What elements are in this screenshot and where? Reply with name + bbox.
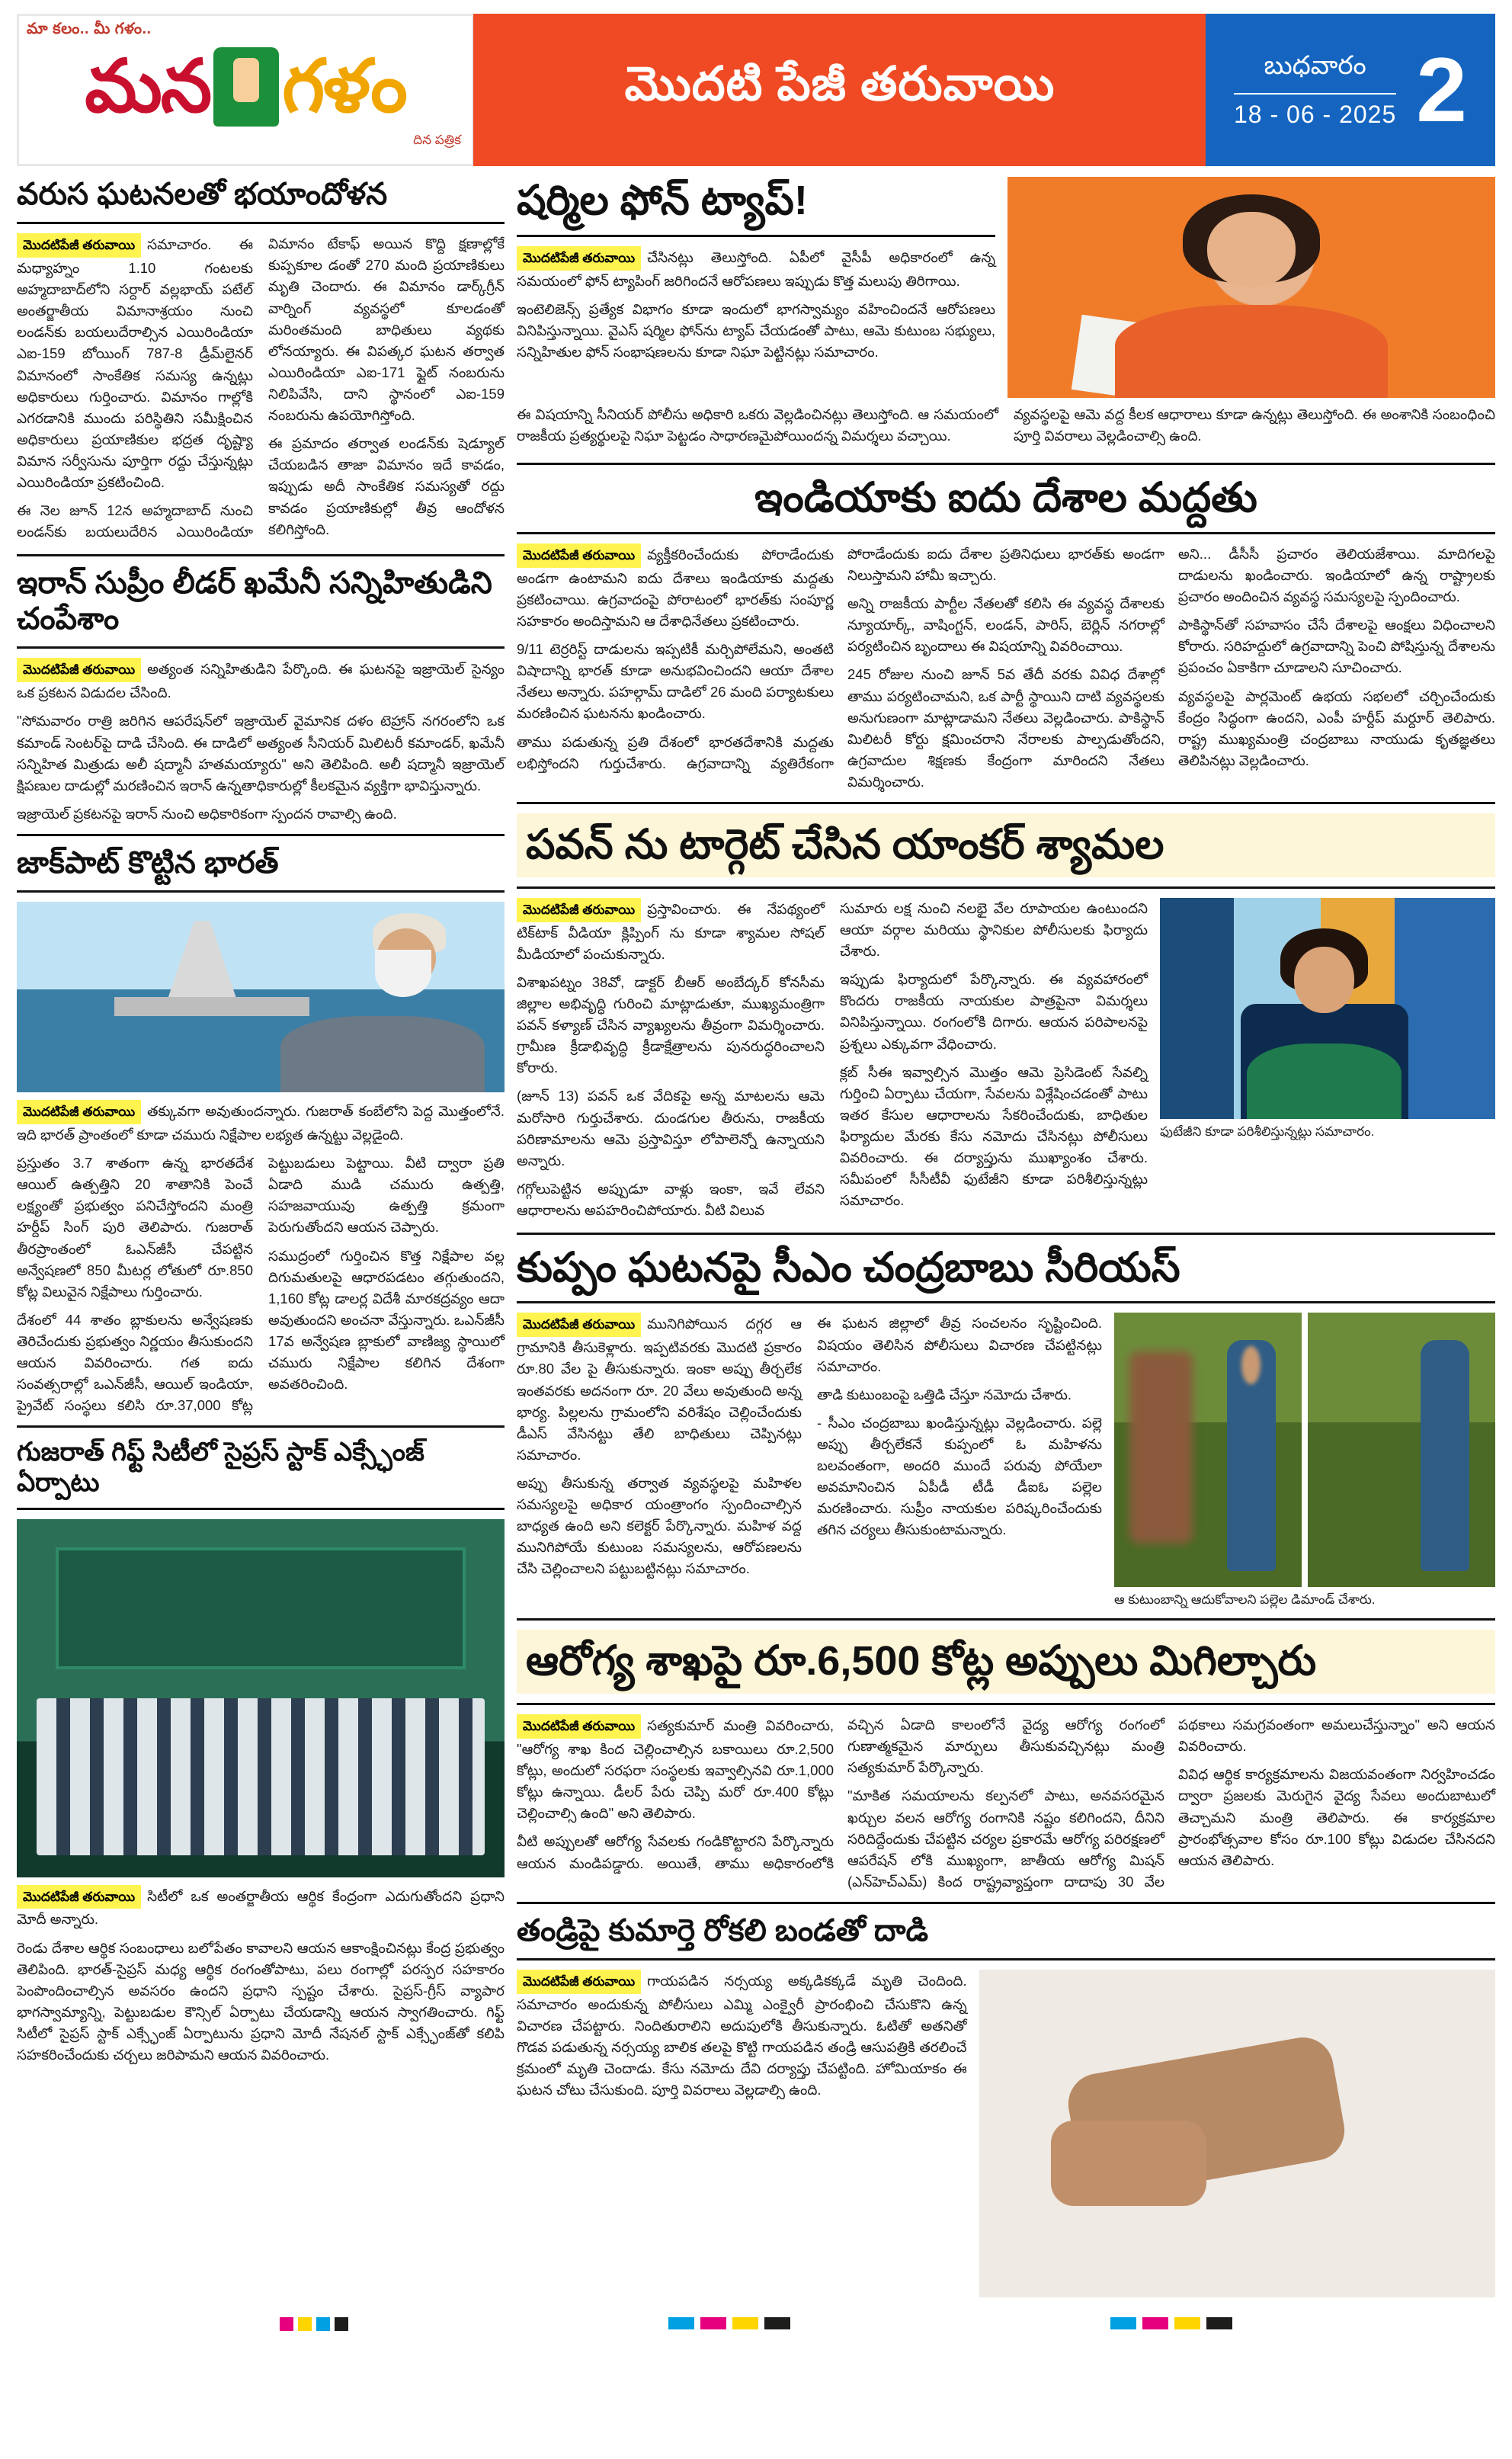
paragraph: సిటీలో ఒక అంతర్జాతీయ ఆర్థిక కేంద్రంగా ఎదుగుతోందని ప్రధాని మోదీ అన్నారు. <box>17 1887 505 1928</box>
paragraph: తక్కువగా అవుతుందన్నారు. గుజరాత్ కంబేలోని పెద్ద మొత్తంలోనే. ఇది భారత్ ప్రాంతంలో కూడా చమురు నిక్షేపాల లభ్యత ఉన్నట్టు వెల్లడైంది. <box>17 1103 505 1143</box>
gift-city-photo <box>17 1519 505 1877</box>
paragraph: 245 రోజుల నుంచి జూన్ 5వ తేదీ వరకు వివిధ దేశాల్లో తాము పర్యటించామని, ఒక పార్టీ స్థాయిని దాటి వ్యవస్థలకు అనుగుణంగా మాట్లాడామని నేతలు వెల్లడించారు. పాకిస్థాన్ మిలిటరీ కోర్టు క్షమించరాని నేరాలకు పాల్పడుతోందని, ఉగ్రవాదుల శిక్షణకు కేంద్రంగా మారిందని నేతలు విమర్శించారు. <box>847 666 1164 790</box>
person-shape <box>1421 1340 1469 1570</box>
kuppam-photo-strip <box>1114 1313 1495 1587</box>
delegates-row <box>37 1698 485 1856</box>
continued-tag: మొదటిపేజీ తరువాయి <box>17 1100 141 1124</box>
hand-shape <box>1051 2121 1206 2206</box>
paragraph: దేశంలో 44 శాతం బ్లాకులను అన్వేషణకు తెరిచేందుకు ప్రభుత్వం నిర్ణయం తీసుకుందని ఆయన వివరించారు. గత ఐదు సంవత్సరాల్లో ఒఎన్‌జీసీ, ఆయిల్ ఇండియా, ప్రైవేట్ సంస్థలు కలిసి రూ.37,000 కోట్ల పెట్టుబడులు పెట్టాయి. వీటి ద్వారా ప్రతి ఏడాది ముడి చమురు ఉత్పత్తి, సహజవాయువు ఉత్పత్తి క్రమంగా పెరుగుతోందని ఆయన చెప్పారు. <box>17 1155 505 1414</box>
continued-tag: మొదటిపేజీ తరువాయి <box>517 1970 641 1994</box>
article-iran-headline: ఇరాన్ సుప్రీం లీడర్ ఖమేనీ సన్నిహితుడిని చంపేశాం <box>17 566 492 636</box>
article-flight-headline: వరుస ఘటనలతో భయాందోళన <box>17 178 388 211</box>
paragraph: అత్యంత సన్నిహితుడిని పేర్కొంది. ఈ ఘటనపై ఇజ్రాయెల్ సైన్యం ఒక ప్రకటన విడుదల చేసింది. <box>17 661 505 701</box>
cyan-dot <box>668 2317 694 2329</box>
divider <box>517 1958 1495 1960</box>
article-gift-city-body <box>17 1885 505 2066</box>
paragraph: మునిగిపోయిన దగ్గర ఆ గ్రామానికి తీసుకెళ్లారు. ఇప్పటివరకు మొదటి ప్రకారం రూ.80 వేల పై తీసుకున్నారు. ఇంకా అప్పు తీర్చలేక ఇంతవరకు అదనంగా రూ. 20 వేలు అవుతుంది అన్న భార్య. పిల్లలను గ్రామంలోని వరిశేషం చెల్లించేందుకు డీఎస్ వేసినట్టు తేలి బాధితులు చెప్పినట్లు సమాచారం. <box>517 1316 802 1463</box>
article-jackpot-body-cols <box>17 1153 505 1416</box>
black-dot <box>1206 2317 1232 2329</box>
divider <box>517 1703 1495 1705</box>
paragraph: ఇప్పుడు ఫిర్యాదులో పేర్కొన్నారు. ఈ వ్యవహారంలో కొందరు రాజకీయ నాయకుల పాత్రపైనా విమర్శలు వినిపిస్తున్నాయి. రంగంలోకి దిగారు. ఆయన పరిపాలనపై ప్రశ్నలు ఎక్కువగా వేధించారు. <box>840 971 1148 1052</box>
kuppam-photo-1 <box>1114 1313 1302 1587</box>
anchor-photo <box>1160 898 1495 1119</box>
paragraph: గగ్గోలుపెట్టిన అప్పుడూ వాళ్లు ఇంకా, ఇవే లేవని ఆధారాలను అపహరించిపోయారు. వీటి విలువ <box>517 1180 825 1218</box>
article-gift-city <box>17 1437 505 2066</box>
continued-tag: మొదటిపేజీ తరువాయి <box>17 233 141 258</box>
article-health-headline: ఆరోగ్య శాఖపై రూ.6,500 కోట్ల అప్పులు మిగిల్చారు <box>526 1638 1317 1685</box>
article-india-support <box>517 474 1495 793</box>
article-health <box>517 1630 1495 1893</box>
article-jackpot-headline: జాక్‌పాట్ కొట్టిన భారత్ <box>17 845 279 880</box>
paragraph: అప్పు తీసుకున్న తర్వాత వ్యవస్థలపై మహిళల సమస్యలపై అధికార యంత్రాంగం స్పందించాల్సిన బాధ్యత ఉంది అని కలెక్టర్ పేర్కొన్నారు. మహిళ వద్ద మునిగిపోయే కుటుంబ సమస్యలను, ఆరోపణలను చేసి చెల్లించాలని పట్టుబట్టినట్లు సమాచారం. <box>517 1474 802 1577</box>
divider <box>517 1233 1495 1235</box>
saree-shape <box>1247 1044 1401 1119</box>
paragraph: ప్రస్తుతం 3.7 శాతంగా ఉన్న భారతదేశ ఆయిల్ ఉత్పత్తిని 20 శాతానికి పెంచే లక్ష్యంతో ప్రభుత్వం పనిచేస్తోందని మంత్రి హర్దీప్ సింగ్ పురి తెలిపారు. గుజరాత్ తీరప్రాంతంలో ఓఎన్‌జీసీ చేపట్టిన అన్వేషణలో 850 మీటర్ల లోతులో రూ.850 కోట్ల విలువైన నిక్షేపాలు గుర్తించారు. <box>17 1155 253 1300</box>
kuppam-photo-caption: ఆ కుటుంబాన్ని ఆదుకోవాలని పల్లెల డిమాండ్ చేశారు. <box>1114 1592 1376 1608</box>
article-health-body <box>517 1714 1495 1893</box>
paragraph: ఇజ్రాయెల్ ప్రకటనపై ఇరాన్ నుంచి అధికారికంగా స్పందన రావాల్సి ఉంది. <box>17 805 397 822</box>
continued-tag: మొదటిపేజీ తరువాయి <box>517 1714 641 1739</box>
article-india-support-headline: ఇండియాకు ఐదు దేశాల మద్దతు <box>754 475 1257 521</box>
date-block <box>1234 51 1396 129</box>
page-number: 2 <box>1416 39 1467 141</box>
paragraph: సుమారు లక్ష నుంచి నలభై వేల రూపాయల ఉంటుందని ఆయా వర్గాల మరియు స్థానికుల పోలీసులకు ఫిర్యాదు చేశారు. <box>840 899 1148 960</box>
paragraph: ఇంటెలిజెన్స్ ప్రత్యేక విభాగం కూడా ఇందులో భాగస్వామ్యం వహించిందనే ఆరోపణలు వినిపిస్తున్నాయి. వైఎస్ షర్మిల ఫోన్‌ను ట్యాప్ చేయడంతో పాటు, ఆమె కుటుంబ సభ్యులు, సన్నిహితుల ఫోన్ సంభాషణలను కూడా నిఘా పెట్టినట్లు సమాచారం. <box>517 300 995 360</box>
divider <box>17 554 505 556</box>
divider <box>17 1425 505 1428</box>
continued-tag: మొదటిపేజీ తరువాయి <box>517 246 641 271</box>
article-jackpot-body <box>17 1100 505 1146</box>
logo-tagline: మా కలం.. మీ గళం.. <box>27 21 152 37</box>
paragraph: "సోమవారం రాత్రి జరిగిన ఆపరేషన్‌లో ఇజ్రాయెల్ వైమానిక దళం టెహ్రాన్ నగరంలోని ఒక కమాండ్ సెంటర్‌పై దాడి చేసింది. ఈ దాడిలో అత్యంత సీనియర్ మిలిటరీ కమాండర్, ఖమేనీ సన్నిహిత మిత్రుడు అలీ షద్మానీ హతమయ్యారు" అని తెలిపింది. అలీ షద్మానీ ఇజ్రాయెల్ క్షిపణుల దాడుల్లో మరణించిన ఇరాన్ ఉన్నతాధికారుల్లో కీలకమైన వ్యక్తిగా భావిస్తున్నారు. <box>17 713 505 793</box>
face-shape <box>1207 212 1295 287</box>
divider <box>517 886 1495 889</box>
article-gift-city-headline: గుజరాత్ గిఫ్ట్ సిటీలో సైప్రస్ స్టాక్ ఎక్స్ఛేంజ్ ఏర్పాటు <box>17 1438 424 1498</box>
section-banner-label: మొదటి పేజీ తరువాయి <box>624 58 1056 111</box>
yellow-dot <box>1174 2317 1200 2329</box>
paragraph: క్లబ్ సీఈ ఇవ్వాల్సిన మొత్తం ఆమె ప్రెసిడెంట్ సేవల్ని గుర్తించి ఏర్పాటు చేయగా, సేవలను విశ్లేషించడంతో పాటు ఇతర కేసుల ఆధారాలను సేకరించేందుకు, బాధితుల ఫిర్యాదుల మేరకు కేసు నమోదు చేసినట్లు పోలీసులు వివరించారు. ఈ దర్యాప్తును ముఖ్యాంశం చేశారు. సమీపంలో సీసీటీవీ ఫుటేజీని కూడా పరిశీలిస్తున్నట్లు సమాచారం. <box>840 1063 1148 1209</box>
stage-screen <box>56 1547 466 1669</box>
paragraph: అన్ని రాజకీయ పార్టీల నేతలతో కలిసి ఈ వ్యవస్థ దేశాలకు న్యూయార్క్, వాషింగ్టన్, లండన్, పారిస్, బెర్లిన్ నగరాల్లో పర్యటించిన బృందాలు ఈ విషయాన్ని వివరించాయి. <box>847 595 1164 655</box>
footer-registration-marks <box>17 2317 1495 2339</box>
article-anchor-body <box>517 898 1148 1223</box>
paragraph: - సీఎం చంద్రబాబు ఖండిస్తున్నట్లు వెల్లడించారు. పల్లె అప్పు తీర్చలేకనే కుప్పంలో ఓ మహిళను బలవంతంగా, అందరి ముందే పరువు పోయేలా అవమానించిన ఏపీడీ టీడీ డీఐఓ పల్లెల మరణించారు. సుప్రీం నాయకుల పరిష్కరించేందుకు తగిన చర్యలు తీసుకుంటామన్నారు. <box>817 1414 1102 1538</box>
anchor-photo-caption: ఫుటేజీని కూడా పరిశీలిస్తున్నట్లు సమాచారం. <box>1160 1124 1375 1139</box>
paragraph: వ్యవస్థలపై పార్లమెంట్ ఉభయ సభలలో చర్చించేందుకు కేంద్రం సిద్ధంగా ఉందని, ఎంపీ హర్దీప్ మర్దూర్ తెలిపారు. రాష్ట్ర ముఖ్యమంత్రి చంద్రబాబు నాయుడు కృతజ్ఞతలు తెలిపినట్లు వెల్లడించారు. <box>1178 688 1495 768</box>
divider <box>517 1301 1495 1303</box>
paragraph: ఈ నెల జూన్ 12న అహ్మదాబాద్ నుంచి లండన్‌కు బయలుదేరిన ఎయిరిండియా విమానం టేకాఫ్ అయిన కొద్ది క్షణాల్లోకే కుప్పకూల డంతో 270 మంది ప్రయాణికులు మృతి చెందారు. ఈ విమానం డార్క్‌గ్రీన్ వార్నింగ్ వ్యవస్థలో కూలడంతో మరింతమంది బాధితులు వ్యథకు లోనయ్యారు. ఈ విపత్కర ఘటన తర్వాత ఎయిరిండియా ఎఐ-171 ఫ్లైట్ నంబరును నిలిపివేసి, దాని స్థానంలో ఎఐ-159 నంబరును ఉపయోగిస్తోంది. <box>17 236 505 540</box>
page-body <box>17 177 1495 2305</box>
date-page-box <box>1206 14 1495 166</box>
divider <box>17 1508 505 1510</box>
weekday-label: బుధవారం <box>1264 51 1366 80</box>
paragraph: పాకిస్థాన్‌తో సహవాసం చేసే దేశాలపై ఆంక్షలు విధించాలని కోరారు. సరిహద్దులో ఉగ్రవాదాన్ని పెంచి పోషిస్తున్న దేశాలను ప్రపంచం ఏకాకిగా చూడాలని సూచించారు. <box>1178 617 1495 676</box>
color-bars-left <box>280 2317 348 2331</box>
paragraph: వ్యవస్థలపై ఆమె వద్ద కీలక ఆధారాలు కూడా ఉన్నట్లు తెలుస్తోంది. ఈ అంశానికి సంబంధించి పూర్తి వివరాలు వెల్లడించాల్సి ఉంది. <box>1014 406 1495 444</box>
paragraph: వీటి అప్పులతో ఆరోగ్య సేవలకు గండికొట్టారని పేర్కొన్నారు ఆయన మండిపడ్డారు. అయితే, తాము అధికారంలోకి వచ్చిన ఏడాది కాలంలోనే వైద్య ఆరోగ్య రంగంలో గుణాత్మకమైన మార్పులు తీసుకువచ్చినట్లు మంత్రి సత్యకుమార్ పేర్కొన్నారు. <box>517 1717 1164 1871</box>
paragraph: సమాచారం. ఈ మధ్యాహ్నం 1.10 గంటలకు అహ్మదాబాద్‌లోని సర్దార్ వల్లభాయ్ పటేల్ అంతర్జాతీయ విమానాశ్రయం నుంచి లండన్‌కు బయలుదేరాల్సిన ఎయిరిండియా ఎఐ-159 బోయింగ్ 787-8 డ్రీమ్‌లైనర్ విమానంలో సాంకేతిక సమస్య ఉన్నట్లు అధికారులు గుర్తించారు. విమానం గాల్లోకి ఎగరడానికి ముందు పరిస్థితిని సమీక్షించిన అధికారులు ప్రయాణికుల భద్రత దృష్ట్యా విమాన సర్వీసును పూర్తిగా రద్దు చేస్తున్నట్లు ఎయిరిండియా ప్రకటించింది. <box>17 236 253 491</box>
paragraph: చేసినట్లు తెలుస్తోంది. ఏపీలో వైసీపీ అధికారంలో ఉన్న సమయంలో ఫోన్ ట్యాపింగ్ జరిగిందనే ఆరోపణలు ఇప్పుడు కొత్త మలుపు తిరిగాయి. <box>517 248 995 289</box>
article-anchor-headline: పవన్ ను టార్గెట్ చేసిన యాంకర్ శ్యామల <box>526 822 1164 868</box>
divider <box>517 1618 1495 1621</box>
magenta-bar <box>280 2317 293 2331</box>
sharmila-photo <box>1007 177 1495 398</box>
divider <box>517 532 1495 534</box>
color-dots-center <box>668 2317 790 2331</box>
paragraph: ఈ విషయాన్ని సీనియర్ పోలీసు అధికారి ఒకరు వెల్లడించినట్లు తెలుస్తోంది. ఆ సమయంలో రాజకీయ ప్రత్యర్థులపై నిఘా పెట్టడం సాధారణమైపోయిందన్న విమర్శలు వచ్చాయి. <box>517 406 998 444</box>
divider <box>517 802 1495 804</box>
paragraph: వివిధ ఆర్థిక కార్యక్రమాలను విజయవంతంగా నిర్వహించడం ద్వారా ప్రజలకు మెరుగైన వైద్య సేవలు అందుబాటులో తెచ్చామని మంత్రి తెలిపారు. ఈ కార్యక్రమాల ప్రారంభోత్సవాల కోసం రూ.100 కోట్లు విడుదల చేసినదని ఆయన తెలిపారు. <box>1178 1766 1495 1868</box>
color-dots-right <box>1110 2317 1232 2331</box>
article-sharmila-body-2 <box>517 404 1495 454</box>
magenta-dot <box>700 2317 726 2329</box>
article-kuppam-headline: కుప్పం ఘటనపై సీఎం చంద్రబాబు సీరియస్ <box>517 1244 1180 1290</box>
paragraph: విశాఖపట్నం 38వో, డాక్టర్ బీఆర్ అంబేద్కర్ కోనసీమ జిల్లాల అభివృద్ధి గురించి మాట్లాడుతూ, ముఖ్యమంత్రిగా పవన్ కళ్యాణ్ చేసిన వ్యాఖ్యలను తీవ్రంగా విమర్శించారు. గ్రామీణ క్రీడాభివృద్ధి క్రీడాక్షేత్రాలను పునరుద్ధరించాలని కోరారు. <box>517 973 825 1076</box>
face-shape <box>1294 947 1354 1013</box>
logo-subtitle: దిన పత్రిక <box>413 133 461 147</box>
minister-body <box>280 1016 485 1092</box>
divider <box>17 646 505 649</box>
paragraph: సముద్రంలో గుర్తించిన కొత్త నిక్షేపాల వల్ల దిగుమతులపై ఆధారపడటం తగ్గుతుందని, 1,160 కోట్ల డాలర్ల విదేశీ మారకద్రవ్యం ఆదా అవుతుందని అంచనా వేస్తున్నారు. ఒఎన్‌జీసీ 17వ అన్వేషణ బ్లాకులో వాణిజ్య స్థాయిలో చమురు నిక్షేపాల కలిగిన దేశంగా అవతరించింది. <box>268 1247 505 1393</box>
black-bar <box>335 2317 348 2331</box>
continued-tag: మొదటిపేజీ తరువాయి <box>517 898 641 922</box>
paragraph: తాము పడుతున్న ప్రతి దేశంలో భారతదేశానికి మద్దతు లభిస్తోందని గుర్తుచేశారు. ఉగ్రవాదాన్ని వ్యతిరేకంగా పోరాడేందుకు ఐదు దేశాల ప్రతినిధులు భారత్‌కు అండగా నిలుస్తామని హామీ ఇచ్చారు. <box>517 545 1164 771</box>
divider <box>517 463 1495 465</box>
continued-tag: మొదటిపేజీ తరువాయి <box>517 1313 641 1337</box>
logo-word-2: గళం <box>282 46 406 127</box>
date-label: 18 - 06 - 2025 <box>1234 101 1397 128</box>
magenta-dot <box>1142 2317 1168 2329</box>
divider <box>17 890 505 893</box>
rig-platform <box>114 997 309 1016</box>
article-iran-body <box>17 658 505 824</box>
divider <box>17 834 505 836</box>
logo-wordmark <box>19 41 472 133</box>
paragraph: తాడి కుటుంబంపై ఒత్తిడి చేస్తూ నమోదు చేశారు. <box>817 1386 1072 1403</box>
article-kuppam-body <box>517 1313 1102 1579</box>
section-banner <box>474 14 1206 166</box>
cyan-bar <box>316 2317 330 2331</box>
continued-tag: మొదటిపేజీ తరువాయి <box>17 1885 141 1909</box>
article-father-headline: తండ్రిపై కుమార్తె రోకలి బండతో దాడి <box>517 1914 929 1948</box>
fist-icon <box>213 47 279 127</box>
continued-tag: మొదటిపేజీ తరువాయి <box>17 658 141 682</box>
paragraph: అని... డీసీసీ ప్రచారం తెలియజేశాయి. మాదిగలపై దాడులను ఖండించారు. ఇండియాలో ఉన్న రాష్ట్రాలకు ప్రచారం అందించిన వ్యవస్థ సమస్యలపై స్పందించారు. <box>1178 545 1495 605</box>
paragraph: గాయపడిన నర్సయ్య అక్కడికక్కడే మృతి చెందింది. సమాచారం అందుకున్న పోలీసులు ఎమ్మి ఎంక్వైరీ ప్రారంభించి చేసుకొని ఉన్న విచారణ చేపట్టారు. నిందితురాలిని అదుపులోకి తీసుకున్నారు. ఓటితో అతనితో గొడవ పడుతున్న నర్సయ్య బాలిక తలపై కొట్టి గాయపడిన తండ్రి ఆసుపత్రికి తరలించే క్రమంలో మృతి చెందాడు. కేసు నమోదు దేవి దర్యాప్తు చేపట్టింది. హోమియాకం ఈ ఘటన చోటు చేసుకుంది. పూర్తి వివరాలు వెల్లడాల్సి ఉంది. <box>517 1973 967 2098</box>
article-anchor-shyamala <box>517 813 1495 1223</box>
paragraph: సత్యకుమార్ మంత్రి వివరించారు, "ఆరోగ్య శాఖ కింద చెల్లించాల్సిన బకాయిలు రూ.2,500 కోట్లు, అందులో సరఫరా సంస్థలకు ఇవ్వాల్సినవి రూ.1,000 కోట్లు ఉన్నాయి. డీలర్ పేరు చెప్పి మరో రూ.400 కోట్లు చెల్లించాల్సి ఉంది" అని తెలిపారు. <box>517 1717 834 1822</box>
right-column <box>517 177 1495 2305</box>
background-blur <box>1129 1351 1193 1544</box>
paragraph: 9/11 టెర్రరిస్ట్ దాడులను ఇప్పటికీ మర్చిపోలేమని, అంతటి విషాదాన్ని భారత్ కూడా అనుభవించిందని ఆయా దేశాల నేతలు అన్నారు. పహల్గామ్ దాడిలో 26 మంది పర్యాటకులు మరణించిన ఘటనను ఖండించారు. <box>517 641 834 722</box>
left-column <box>17 177 505 2305</box>
divider <box>1234 93 1396 95</box>
yellow-dot <box>732 2317 758 2329</box>
kuppam-photo-2 <box>1308 1313 1495 1587</box>
article-father-body <box>517 1970 967 2101</box>
yellow-bar <box>298 2317 312 2331</box>
continued-tag: మొదటిపేజీ తరువాయి <box>517 543 641 568</box>
paragraph: రెండు దేశాల ఆర్థిక సంబంధాలు బలోపేతం కావాలని ఆయన ఆకాంక్షించినట్లు కేంద్ర ప్రభుత్వం తెలిపింది. భారత్-సైప్రస్ మధ్య ఆర్థిక రంగంతోపాటు, పలు రంగాల్లో పరస్పర సహకారం పెంపొందించాల్సిన అవసరం ఉందని ప్రధాని స్పష్టం చేశారు. సైప్రస్‌-గ్రీస్ వ్యాపార భాగస్వామ్యాన్ని, పెట్టుబడుల కౌన్సిల్ ఏర్పాటు చేయడాన్ని ఆయన స్వాగతించారు. గిఫ్ట్ సిటీలో సైప్రస్ స్టాక్ ఎక్స్ఛేంజ్ ఏర్పాటును ప్రధాని మోదీ నేషనల్ స్టాక్ ఎక్స్ఛేంజ్‌తో కలిపి సహకరించేందుకు చర్చలు జరిపామని ఆయన వివరించారు. <box>17 1939 505 2063</box>
divider <box>517 235 995 237</box>
article-jackpot <box>17 845 505 1416</box>
article-sharmila-body <box>517 246 995 363</box>
article-flight-body <box>17 233 505 545</box>
newspaper-logo <box>17 14 474 166</box>
headline-band <box>517 813 1495 877</box>
masthead <box>17 14 1495 166</box>
paragraph: ఈ ప్రమాదం తర్వాత లండన్‌కు షెడ్యూల్ చేయబడిన తాజా విమానం ఇదే కావడం, ఇప్పుడు అదీ సాంకేతిక సమస్యతో రద్దు కావడం ప్రయాణికుల్లో తీవ్ర ఆందోళన కలిగిస్తోంది. <box>268 435 505 537</box>
divider <box>17 222 505 224</box>
article-flight <box>17 177 505 545</box>
cyan-dot <box>1110 2317 1136 2329</box>
saree-shape <box>1115 305 1388 398</box>
paragraph: ఈ ఘటన జిల్లాలో తీవ్ర సంచలనం సృష్టించింది. విషయం తెలిసిన పోలీసులు విచారణ చేపట్టినట్లు సమాచారం. <box>817 1315 1102 1374</box>
headline-band <box>517 1630 1495 1694</box>
paragraph: (జూన్ 13) పవన్ ఒక వేదికపై అన్న మాటలను ఆమె మరోసారి గుర్తుచేశారు. దుండగుల తీరును, రాజకీయ పరిణామాలను ఆమె ప్రస్తావిస్తూ లోపాలెన్నో ఉన్నాయని అన్నారు. <box>517 1088 825 1169</box>
black-dot <box>764 2317 790 2329</box>
hospital-hand-photo <box>979 1970 1495 2297</box>
logo-word-1: మన <box>85 46 211 127</box>
oil-rig-photo <box>17 902 505 1092</box>
article-sharmila <box>517 177 1495 454</box>
article-sharmila-headline: షర్మిల ఫోన్ ట్యాప్! <box>517 178 808 223</box>
article-father-attack <box>517 1913 1495 2297</box>
paragraph: వ్యక్తీకరించేందుకు పోరాడేందుకు అండగా ఉంటామని ఐదు దేశాలు ఇండియాకు మద్దతు ప్రకటించాయి. ఉగ్రవాదంపై పోరాటంలో భారత్‌కు సంపూర్ణ సహకారం అందిస్తామని ఆ దేశాధినేతలు ప్రకటించారు. <box>517 546 834 629</box>
paragraph: "మాకిత సమయాలను కల్పనలో పాటు, అనవసరమైన ఖర్చుల వలన ఆరోగ్య రంగానికి నష్టం కలిగిందని, దీనిని సరిదిద్దేందుకు చేపట్టిన చర్యల ప్రకారమే ఆరోగ్య పరిరక్షణలో ఆపరేషన్ లోకి ముఖ్యంగా, జాతీయ ఆరోగ్య మిషన్ (ఎన్‌హెచ్‌ఎమ్) కింద రాష్ట్రవ్యాప్తంగా దాదాపు 30 వేల పథకాలు సమగ్రవంతంగా అమలుచేస్తున్నాం" అని ఆయన వివరించారు. <box>847 1717 1495 1890</box>
divider <box>517 1902 1495 1904</box>
article-india-support-body <box>517 543 1495 793</box>
article-iran <box>17 566 505 825</box>
face-shape-blurred <box>1241 1346 1261 1384</box>
paragraph: ప్రస్తావించారు. ఈ నేపథ్యంలో టిక్‌టాక్ వీడియా క్లిప్పింగ్ ను కూడా శ్యామల సోషల్ మీడియాలో పంచుకున్నారు. <box>517 900 825 962</box>
beard-shape <box>375 950 431 997</box>
article-kuppam <box>517 1244 1495 1610</box>
